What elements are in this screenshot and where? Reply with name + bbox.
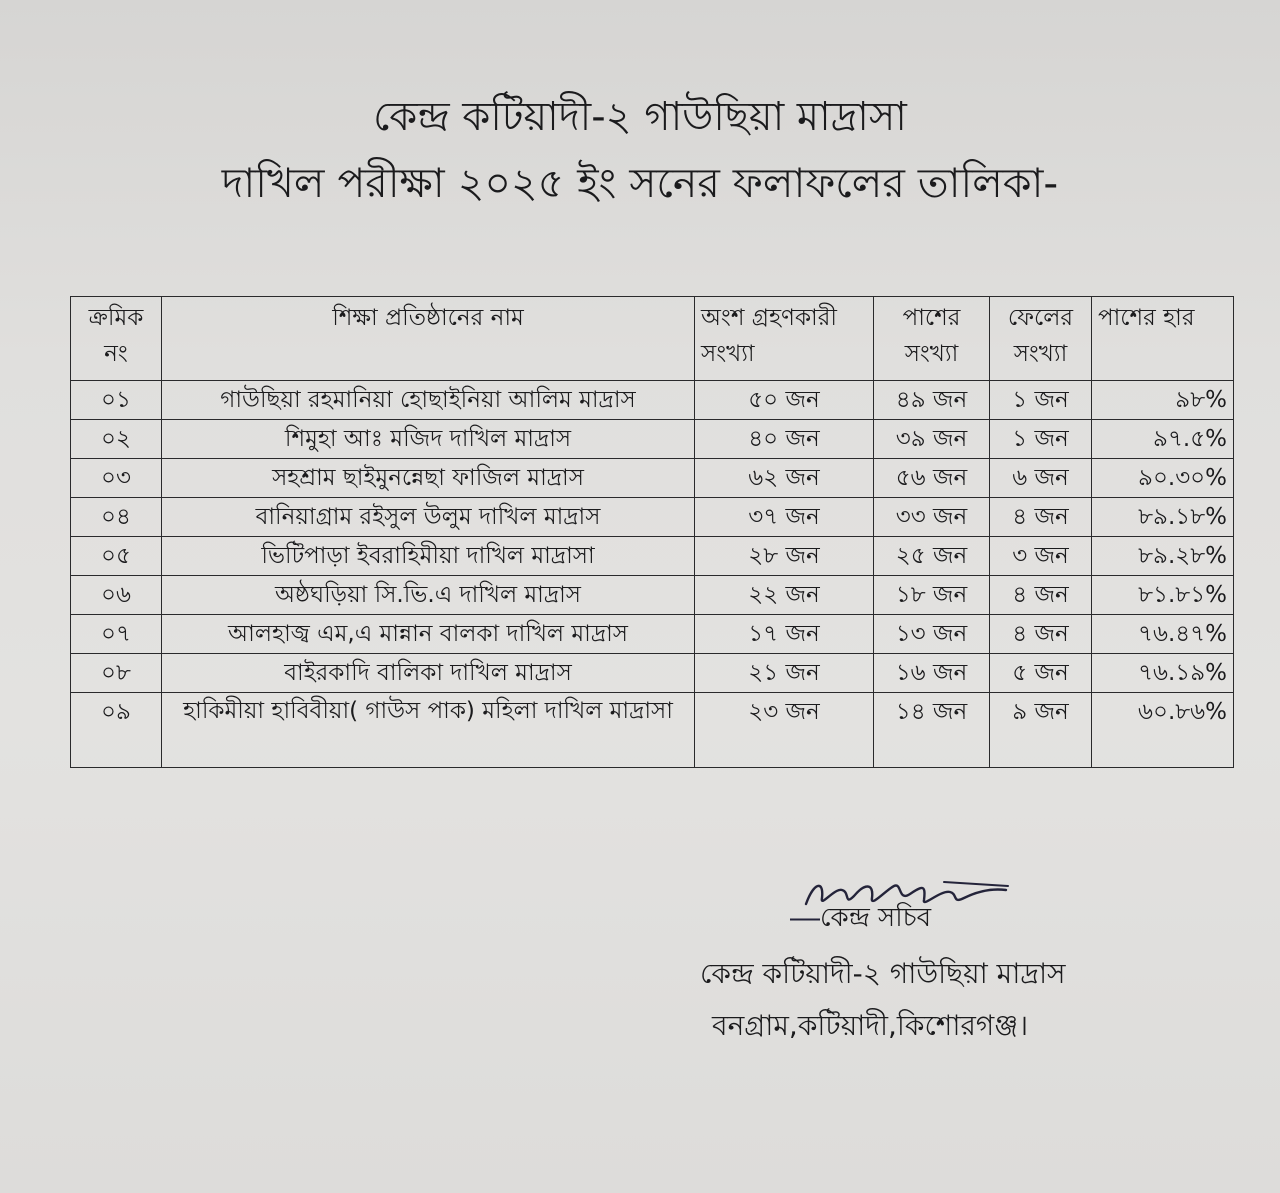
table-row — [71, 693, 1234, 768]
pass-rate-cell: ৯৮% — [1092, 381, 1234, 420]
header-serial-line1: ক্রমিক — [88, 305, 144, 331]
institution-name-cell: গাউছিয়া রহমানিয়া হোছাইনিয়া আলিম মাদ্রাস — [162, 381, 695, 420]
pass-rate-cell: ৮৯.১৮% — [1092, 498, 1234, 537]
header-passed-line1: পাশের — [902, 305, 961, 331]
header-institution: শিক্ষা প্রতিষ্ঠানের নাম — [162, 297, 695, 381]
table-row — [71, 654, 1234, 693]
table-row — [71, 537, 1234, 576]
institution-name-cell: ভিটিপাড়া ইবরাহিমীয়া দাখিল মাদ্রাসা — [162, 537, 695, 576]
participants-cell: ৬২ জন — [695, 459, 874, 498]
table-row — [71, 459, 1234, 498]
passed-cell: ১৩ জন — [874, 615, 990, 654]
pass-rate-cell: ৬০.৮৬% — [1092, 693, 1234, 768]
results-table-body — [71, 381, 1234, 768]
table-row — [71, 420, 1234, 459]
failed-cell: ১ জন — [990, 420, 1092, 459]
pass-rate-cell: ৭৬.৪৭% — [1092, 615, 1234, 654]
passed-cell: ৫৬ জন — [874, 459, 990, 498]
document-subtitle: দাখিল পরীক্ষা ২০২৫ ইং সনের ফলাফলের তালিকা- — [221, 159, 1059, 207]
institution-name-cell: বানিয়াগ্রাম রইসুল উলুম দাখিল মাদ্রাস — [162, 498, 695, 537]
failed-cell: ৪ জন — [990, 498, 1092, 537]
header-passed — [874, 297, 990, 381]
serial-cell: ০৫ — [71, 537, 162, 576]
institution-name-cell: আলহাজ্ব এম,এ মান্নান বালকা দাখিল মাদ্রাস — [162, 615, 695, 654]
institution-name-cell: সহশ্রাম ছাইমুনন্নেছা ফাজিল মাদ্রাস — [162, 459, 695, 498]
center-name: কেন্দ্র কটিয়াদী-২ গাউছিয়া মাদ্রাস — [700, 957, 1066, 990]
failed-cell: ৬ জন — [990, 459, 1092, 498]
serial-cell: ০৬ — [71, 576, 162, 615]
serial-cell: ০২ — [71, 420, 162, 459]
institution-name-cell: হাকিমীয়া হাবিবীয়া( গাউস পাক) মহিলা দাখিল মাদ্রাসা — [162, 693, 695, 768]
pass-rate-cell: ৮৯.২৮% — [1092, 537, 1234, 576]
failed-cell: ৩ জন — [990, 537, 1092, 576]
participants-cell: ১৭ জন — [695, 615, 874, 654]
header-participants-line2: সংখ্যা — [701, 341, 755, 367]
serial-cell: ০৭ — [71, 615, 162, 654]
passed-cell: ১৬ জন — [874, 654, 990, 693]
header-passed-line2: সংখ্যা — [904, 341, 959, 367]
header-participants-line1: অংশ গ্রহণকারী — [701, 305, 837, 331]
center-address: বনগ্রাম,কটিয়াদী,কিশোরগঞ্জ। — [712, 1009, 1029, 1042]
passed-cell: ১৮ জন — [874, 576, 990, 615]
header-failed-line2: সংখ্যা — [1013, 341, 1068, 367]
signature-label: কেন্দ্র সচিব — [820, 903, 932, 933]
participants-cell: ৫০ জন — [695, 381, 874, 420]
pass-rate-cell: ৭৬.১৯% — [1092, 654, 1234, 693]
failed-cell: ৪ জন — [990, 615, 1092, 654]
passed-cell: ১৪ জন — [874, 693, 990, 768]
participants-cell: ৪০ জন — [695, 420, 874, 459]
pass-rate-cell: ৮১.৮১% — [1092, 576, 1234, 615]
table-row — [71, 498, 1234, 537]
institution-name-cell: বাইরকাদি বালিকা দাখিল মাদ্রাস — [162, 654, 695, 693]
institution-name-cell: শিমুহা আঃ মজিদ দাখিল মাদ্রাস — [162, 420, 695, 459]
participants-cell: ২২ জন — [695, 576, 874, 615]
institution-name-cell: অষ্ঠঘড়িয়া সি.ভি.এ দাখিল মাদ্রাস — [162, 576, 695, 615]
table-row — [71, 615, 1234, 654]
header-serial-line2: নং — [104, 341, 128, 367]
serial-cell: ০৮ — [71, 654, 162, 693]
header-serial — [71, 297, 162, 381]
failed-cell: ৫ জন — [990, 654, 1092, 693]
passed-cell: ৪৯ জন — [874, 381, 990, 420]
failed-cell: ৯ জন — [990, 693, 1092, 768]
table-row — [71, 381, 1234, 420]
participants-cell: ২৩ জন — [695, 693, 874, 768]
header-failed — [990, 297, 1092, 381]
header-failed-line1: ফেলের — [1007, 305, 1074, 331]
failed-cell: ১ জন — [990, 381, 1092, 420]
header-pass-rate: পাশের হার — [1092, 297, 1234, 381]
pass-rate-cell: ৯৭.৫% — [1092, 420, 1234, 459]
table-header-row — [71, 297, 1234, 381]
pass-rate-cell: ৯০.৩০% — [1092, 459, 1234, 498]
serial-cell: ০৩ — [71, 459, 162, 498]
passed-cell: ৩৩ জন — [874, 498, 990, 537]
results-table — [70, 296, 1234, 768]
serial-cell: ০৯ — [71, 693, 162, 768]
header-participants — [695, 297, 874, 381]
participants-cell: ২৮ জন — [695, 537, 874, 576]
passed-cell: ২৫ জন — [874, 537, 990, 576]
table-row — [71, 576, 1234, 615]
participants-cell: ২১ জন — [695, 654, 874, 693]
passed-cell: ৩৯ জন — [874, 420, 990, 459]
serial-cell: ০৪ — [71, 498, 162, 537]
participants-cell: ৩৭ জন — [695, 498, 874, 537]
failed-cell: ৪ জন — [990, 576, 1092, 615]
signature-dash — [790, 918, 820, 921]
document-title: কেন্দ্র কটিয়াদী-২ গাউছিয়া মাদ্রাসা — [373, 94, 907, 140]
serial-cell: ০১ — [71, 381, 162, 420]
